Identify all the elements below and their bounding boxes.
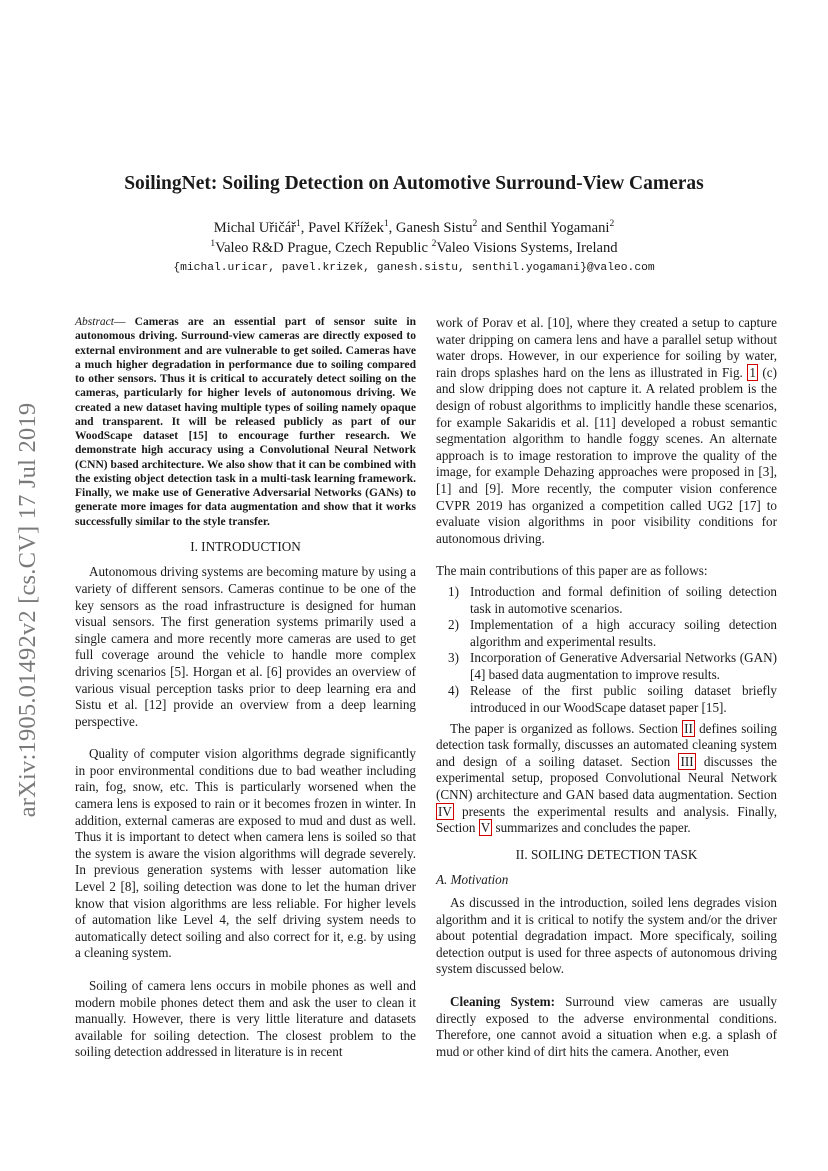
intro-paragraph-2: Quality of computer vision algorithms degrade significantly in poor environmental conditions due to bad weather including rain, fog, snow, etc. This is particularly worsened when the camera lens is exposed to rain or it becomes frozen in winter. In addition, external cameras are exposed to mud and dust as well. Thus it is important to detect when camera lens is soiled so that the system is aware the vision algorithms will degrade severely. In previous generation systems with lesser automation like Level 2 [8], soiling detection was done to let the human driver know that vision algorithms are less reliable. For higher levels of automation like Level 4, the self driving system needs to automatically detect soiling and also correct for it, e.g. by using a cleaning system. — [75, 746, 416, 961]
section-heading-soiling-detection: II. SOILING DETECTION TASK — [515, 846, 698, 862]
abstract-text: Cameras are an essential part of sensor suite in autonomous driving. Surround-view cameras are directly exposed to external environment and are vulnerable to get soiled. Cameras have a much higher degradation in performance due to soiling compared to other sensors. Thus it is critical to accurately detect soiling on the cameras, particularly for higher levels of autonomous driving. We created a new dataset having multiple types of soiling namely opaque and transparent. It will be released publicly as part of our WoodScape dataset [15] to encourage further research. We demonstrate high accuracy using a Convolutional Neural Network (CNN) based architecture. We also show that it can be combined with the existing object detection task in a multi-task learning framework. Finally, we make use of Generative Adversarial Networks (GANs) to generate more images for data augmentation and show that it works successfully similar to the style transfer. — [75, 316, 416, 528]
figure-1-link[interactable]: 1 — [749, 364, 756, 380]
author-separator: , — [388, 220, 396, 236]
cleaning-system-label: Cleaning System: — [450, 993, 556, 1009]
affiliation-2: Valeo Visions Systems, Ireland — [436, 240, 618, 256]
intro-paragraph-3-continued — [436, 315, 777, 547]
list-item — [448, 617, 777, 650]
list-item-text: Implementation of a high accuracy soiling detection algorithm and experimental results. — [470, 617, 777, 649]
contributions-list — [436, 584, 777, 717]
paper-title: SoilingNet: Soiling Detection on Automotive Surround-View Cameras — [124, 173, 704, 194]
subsection-heading-motivation: A. Motivation — [436, 872, 509, 888]
paragraph-text: Surround view cameras are usually directly exposed to the adverse environmental conditions. Therefore, one cannot avoid a situation when e.g. a splash of mud or other kind of dirt hits the camera. Another, even — [436, 993, 777, 1059]
author-2-affil-mark: 1 — [383, 219, 389, 230]
list-item — [448, 650, 777, 683]
list-item-number: 2) — [448, 617, 459, 633]
list-item-number: 4) — [448, 683, 459, 699]
section-III-link[interactable]: III — [680, 753, 694, 769]
abstract — [75, 315, 416, 529]
author-separator: , — [300, 220, 309, 236]
affil-1-mark: 1 — [210, 239, 216, 250]
intro-paragraph-3: Soiling of camera lens occurs in mobile phones as well and modern mobile phones detect them and ask the user to clean it manually. However, there is very little literature and datasets available for soiling detection. The closest problem to the soiling detection addressed in literature is in recent — [75, 978, 416, 1060]
affiliations — [0, 240, 828, 257]
affil-2-mark: 2 — [431, 239, 437, 250]
paragraph-text: The paper is organized as follows. Section — [450, 720, 683, 736]
paragraph-text: presents the experimental results and analysis. Finally, Section — [436, 803, 777, 836]
list-item-number: 3) — [448, 650, 459, 666]
paragraph-text: work of Porav et al. [10], where they created a setup to capture water dripping on camera lens and have a parallel setup without water drops. However, in our experience for soiling by water, rain drops splashes hard on the lens as illustrated in Fig. — [436, 315, 777, 380]
affiliation-1: Valeo R&D Prague, Czech Republic — [215, 240, 432, 256]
author-emails: {michal.uricar, pavel.krizek, ganesh.sistu, senthil.yogamani}@valeo.com — [173, 262, 655, 274]
author-1-affil-mark: 1 — [296, 219, 301, 230]
author-3: Ganesh Sistu — [395, 220, 473, 236]
motivation-paragraph: As discussed in the introduction, soiled lens degrades vision algorithm and it is critical to notify the system and/or the driver about potential degradation impact. More specificaly, soiling detection output is used for three aspects of autonomous driving system discussed below. — [436, 895, 777, 977]
abstract-dash: — — [113, 316, 135, 328]
list-item-text: Introduction and formal definition of soiling detection task in automotive scenarios. — [470, 583, 777, 616]
intro-paragraph-1: Autonomous driving systems are becoming mature by using a variety of different sensors. Cameras continue to be one of the key sensors as the road infrastructure is designed for human visual sensors. The first generation systems primarily used a single camera and more recently more cameras are used to get full coverage around the vehicle to handle more complex driving scenarios [5]. Horgan et al. [6] provides an overview of various visual perception tasks prior to deep learning era and Sistu et al. [12] provide an overview from a deep learning perspective. — [75, 564, 416, 729]
list-item-text: Incorporation of Generative Adversarial Networks (GAN) [4] based data augmentation to improve results. — [470, 650, 777, 682]
section-II-link[interactable]: II — [684, 720, 693, 736]
paragraph-text: summarizes and concludes the paper. — [492, 820, 691, 836]
author-list — [0, 220, 828, 237]
author-conjunction: and — [477, 220, 506, 236]
arxiv-sidebar-id — [8, 370, 48, 850]
paragraph-text: discusses the experimental setup, proposed Convolutional Neural Network (CNN) architecture and GAN based data augmentation. Section — [436, 753, 777, 803]
list-item-text: Release of the first public soiling dataset briefly introduced in our WoodScape dataset paper [15]. — [470, 683, 777, 716]
author-2: Pavel Křížek — [308, 220, 384, 236]
right-column — [436, 315, 777, 1060]
abstract-label: Abstract — [75, 316, 114, 328]
author-3-affil-mark: 2 — [472, 219, 478, 230]
paragraph-text: (c) and slow dripping does not capture it. A related problem is the design of robust algorithms to implicitly handle these scenarios, for example Sakaridis et al. [11] developed a robust semantic segmentation algorithm to handle foggy scenes. An alternate approach is to image restoration to improve the quality of the image, for example Dehazing approaches were proposed in [3], [1] and [9]. More recently, the computer vision conference CVPR 2019 has organized a competition called UG2 [17] to evaluate vision algorithms in poor visibility conditions for autonomous driving. — [436, 364, 778, 546]
author-4: Senthil Yogamani — [505, 220, 610, 236]
paper-organization-paragraph — [436, 721, 777, 837]
list-item — [448, 583, 777, 617]
contributions-lead: The main contributions of this paper are as follows: — [436, 563, 708, 579]
paragraph-text: defines soiling detection task formally, discusses an automated cleaning system and design of a soiling dataset. Section — [436, 720, 777, 769]
arxiv-id-text: arXiv:1905.01492v2 [cs.CV] 17 Jul 2019 — [14, 402, 41, 818]
list-item-number: 1) — [448, 583, 459, 599]
author-4-affil-mark: 2 — [609, 219, 615, 230]
section-heading-introduction: I. INTRODUCTION — [190, 538, 301, 554]
section-V-link[interactable]: V — [480, 820, 491, 836]
author-1: Michal Uřičář — [213, 220, 297, 236]
section-IV-link[interactable]: IV — [438, 803, 452, 819]
list-item — [448, 683, 777, 716]
cleaning-system-paragraph — [436, 994, 777, 1060]
left-column — [75, 315, 416, 1061]
